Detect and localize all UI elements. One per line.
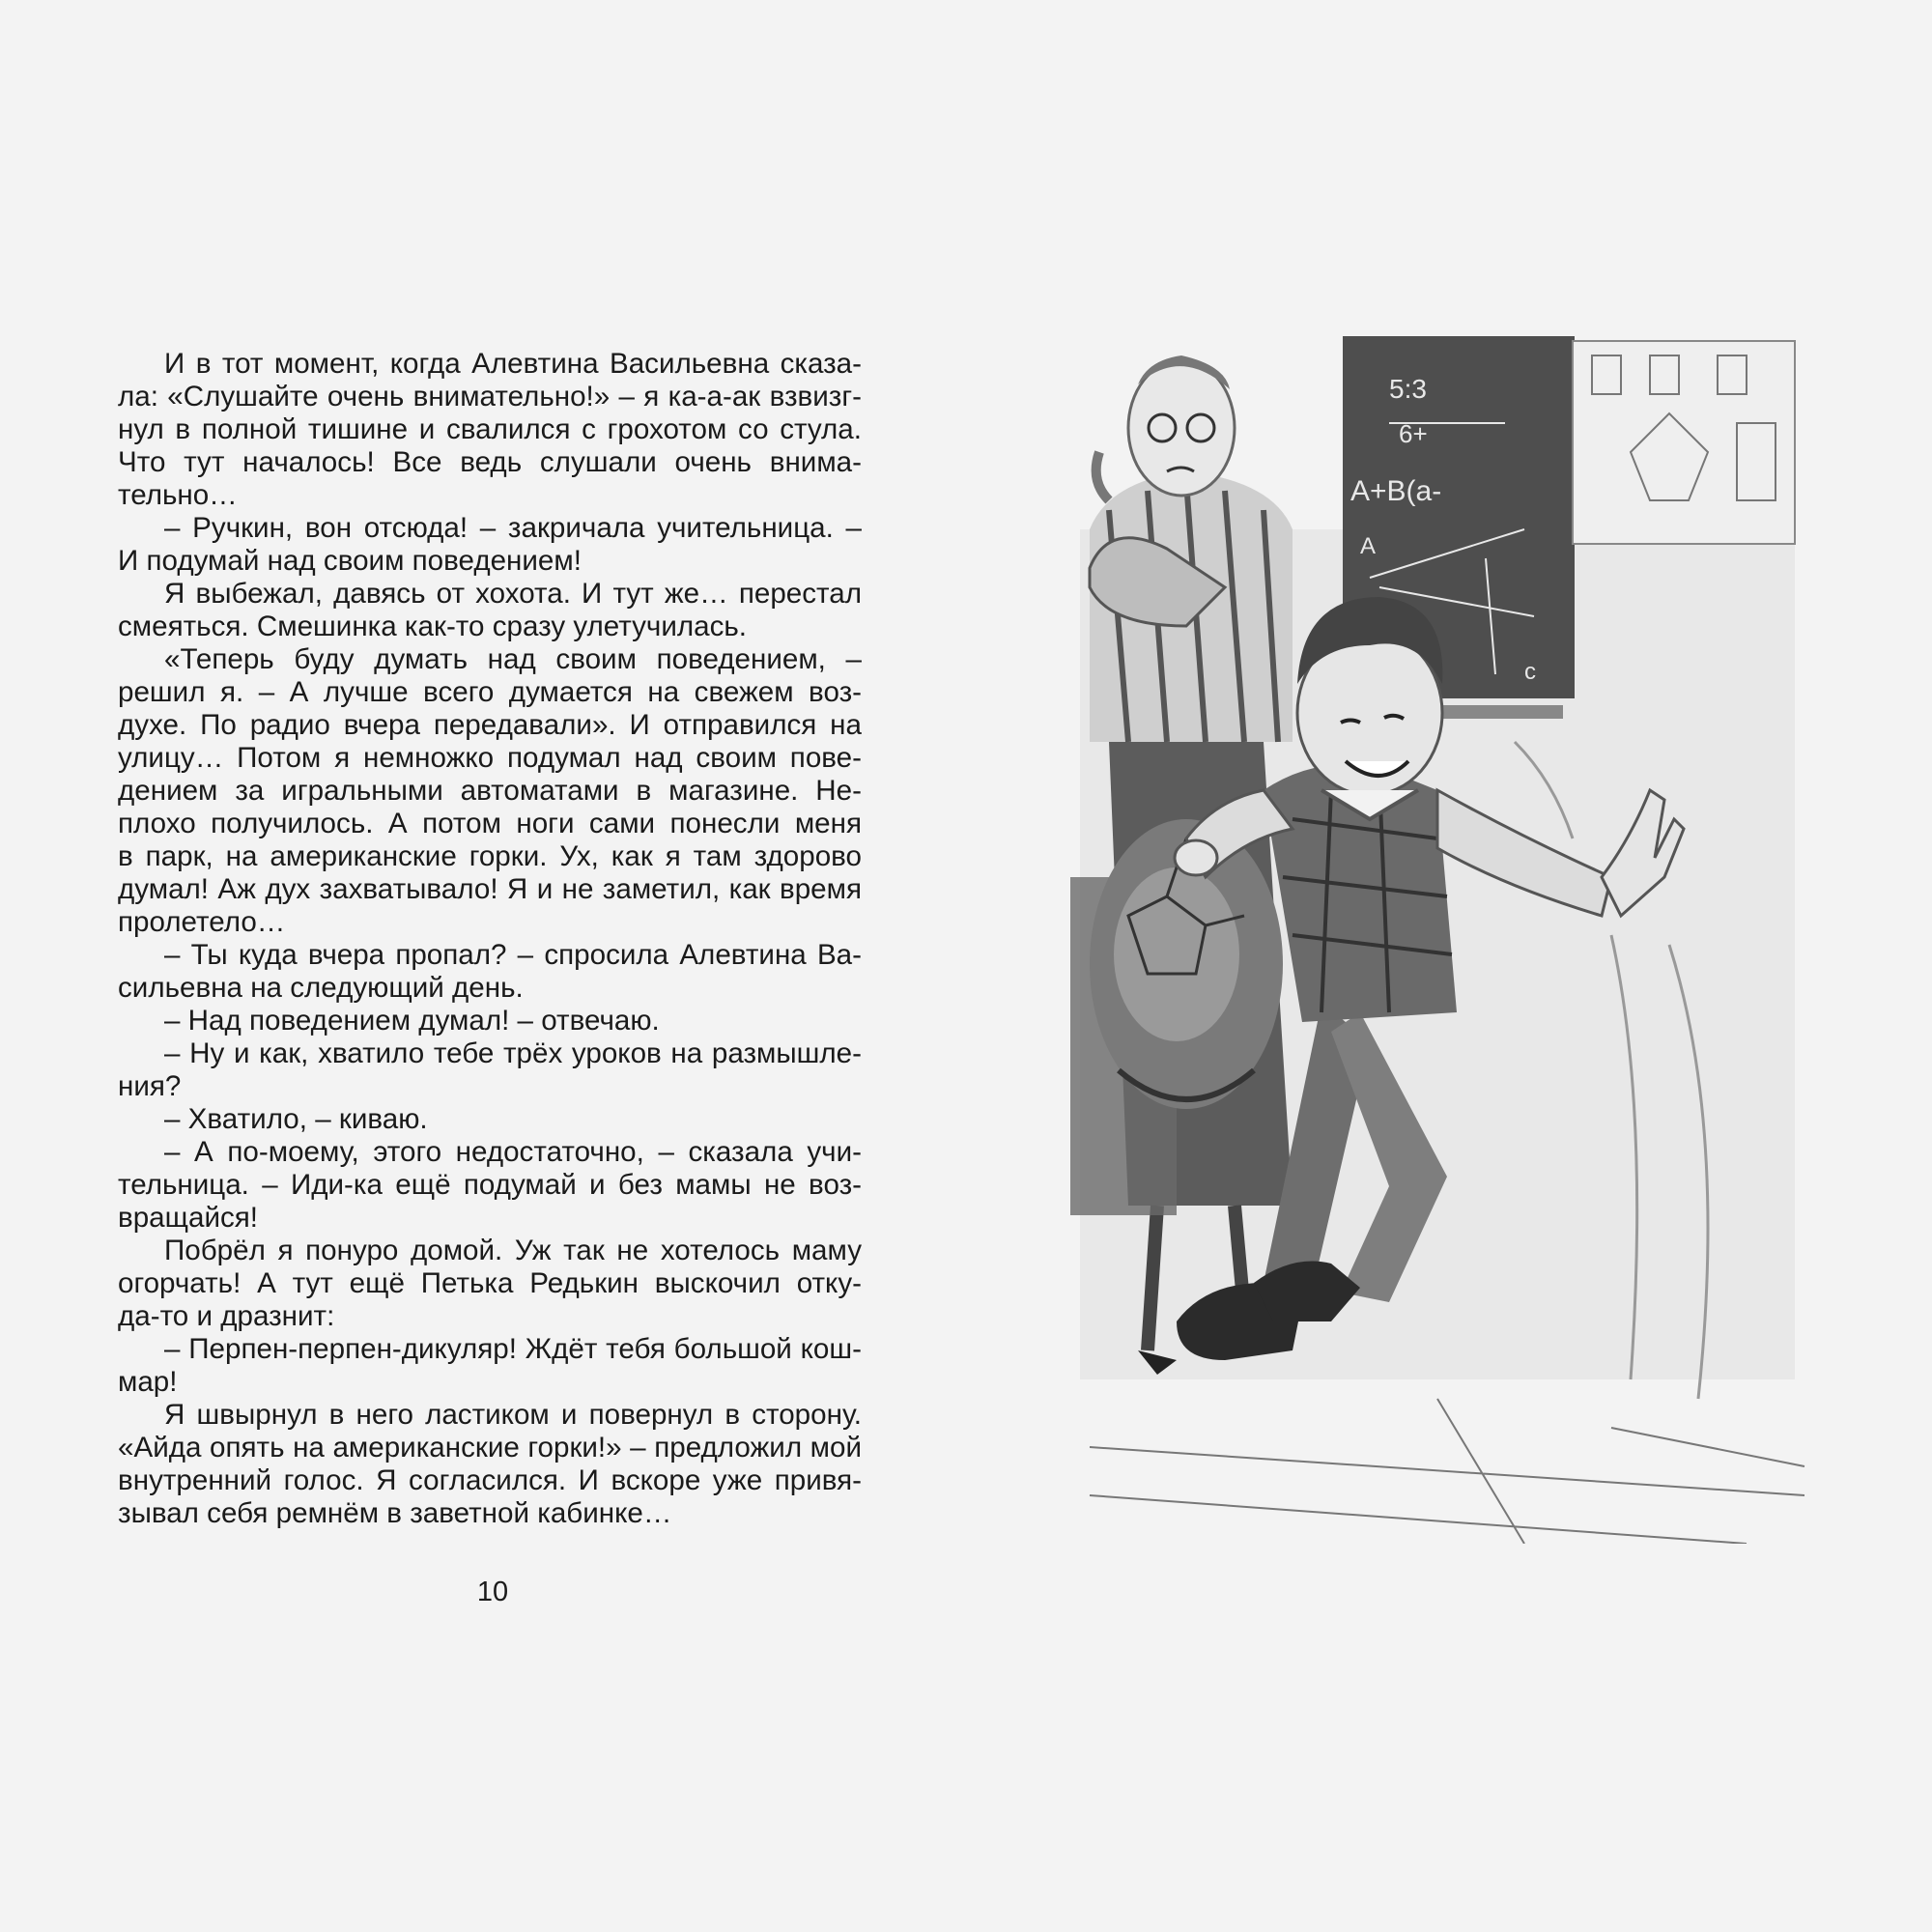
text-line: да-то и дразнит: xyxy=(118,1300,335,1332)
illustration xyxy=(1070,336,1812,1544)
text-line: улицу… Потом я немножко подумал над своим пове- xyxy=(118,742,862,774)
text-line: Побрёл я понуро домой. Уж так не хотелось маму xyxy=(164,1235,862,1266)
text-line: в парк, на американские горки. Ух, как я там здорово xyxy=(118,840,862,872)
text-line: Я выбежал, давясь от хохота. И тут же… перестал xyxy=(164,578,862,610)
text-line: нул в полной тишине и свалился с грохотом со стула. xyxy=(118,413,862,445)
story-text xyxy=(118,348,862,1530)
text-line: – Ты куда вчера пропал? – спросила Алевтина Ва- xyxy=(164,939,862,971)
blackboard-mark: 5:3 xyxy=(1389,374,1427,404)
text-line: духе. По радио вчера передавали». И отправился на xyxy=(118,709,862,741)
text-line: «Айда опять на американские горки!» – предложил мой xyxy=(118,1432,862,1463)
text-line: думал! Аж дух захватывало! Я и не заметил, как время xyxy=(118,873,862,905)
text-line: ния? xyxy=(118,1070,182,1102)
text-line: – Ну и как, хватило тебе трёх уроков на размышле- xyxy=(164,1037,862,1069)
blackboard-mark: A+B(a- xyxy=(1350,475,1442,507)
text-line: тельница. – Иди-ка ещё подумай и без мамы не воз- xyxy=(118,1169,862,1201)
text-line: плохо получилось. А потом ноги сами понесли меня xyxy=(118,808,862,839)
text-line: огорчать! А тут ещё Петька Редькин выскочил отку- xyxy=(118,1267,862,1299)
text-line: Я швырнул в него ластиком и повернул в сторону. xyxy=(164,1399,862,1431)
text-line: И подумай над своим поведением! xyxy=(118,545,582,577)
text-line: – Ручкин, вон отсюда! – закричала учительница. – xyxy=(164,512,862,544)
text-line: – Перпен-перпен-дикуляр! Ждёт тебя большой кош- xyxy=(164,1333,862,1365)
text-line: мар! xyxy=(118,1366,178,1398)
text-line: ла: «Слушайте очень внимательно!» – я ка-а-ак взвизг- xyxy=(118,381,862,412)
blackboard-mark: c xyxy=(1524,659,1536,685)
wall-poster xyxy=(1573,341,1795,544)
text-line: – Над поведением думал! – отвечаю. xyxy=(164,1005,660,1037)
text-line: тельно… xyxy=(118,479,238,511)
text-line: «Теперь буду думать над своим поведением, – xyxy=(164,643,862,675)
text-line: сильевна на следующий день. xyxy=(118,972,524,1004)
classroom-illustration xyxy=(1070,336,1812,1544)
text-line: Что тут началось! Все ведь слушали очень внима- xyxy=(118,446,862,478)
text-line: И в тот момент, когда Алевтина Васильевна сказа- xyxy=(164,348,862,380)
blackboard-mark: 6+ xyxy=(1399,419,1428,448)
text-line: решил я. – А лучше всего думается на свежем воз- xyxy=(118,676,862,708)
text-line: пролетело… xyxy=(118,906,286,938)
blackboard-mark: A xyxy=(1360,533,1377,559)
text-line: внутренний голос. Я согласился. И вскоре уже привя- xyxy=(118,1464,862,1496)
text-line: зывал себя ремнём в заветной кабинке… xyxy=(118,1497,672,1529)
text-line: дением за игральными автоматами в магазине. Не- xyxy=(118,775,862,807)
text-line: вращайся! xyxy=(118,1202,259,1234)
page-number: 10 xyxy=(476,1577,509,1607)
text-line: – Хватило, – киваю. xyxy=(164,1103,428,1135)
text-line: – А по-моему, этого недостаточно, – сказала учи- xyxy=(164,1136,862,1168)
text-line: смеяться. Смешинка как-то сразу улетучилась. xyxy=(118,611,748,642)
